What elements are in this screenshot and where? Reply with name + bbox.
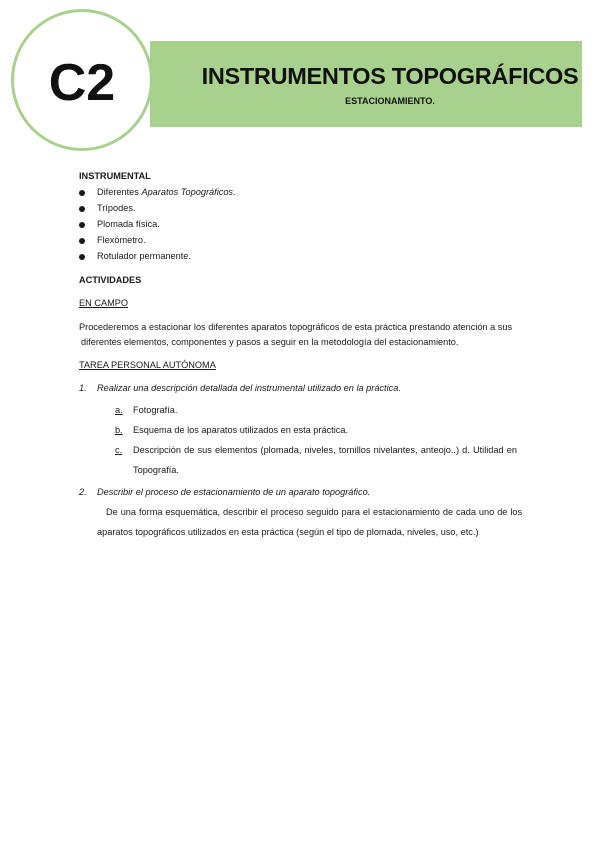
list-item-text: Diferentes <box>97 187 142 197</box>
list-item-text: Trípodes. <box>97 203 136 213</box>
bullet-icon <box>79 206 85 212</box>
bullet-icon <box>79 254 85 260</box>
task-number: 2. <box>79 487 87 497</box>
document-subtitle: ESTACIONAMIENTO. <box>345 96 435 106</box>
subitem-text: Descripción de sus elementos (plomada, niveles, tornillos nivelantes, anteojo..) d. Utilidad en <box>133 445 517 455</box>
list-item-text: Plomada física. <box>97 219 160 229</box>
bullet-icon <box>79 190 85 196</box>
task-paragraph-line2: aparatos topográficos utilizados en esta práctica (según el tipo de plomada, niveles, uso, etc.) <box>97 527 479 537</box>
subitem-letter: a. <box>115 405 123 415</box>
subitem-letter: b. <box>115 425 123 435</box>
instrumental-heading: INSTRUMENTAL <box>79 171 151 181</box>
list-item-italic: Aparatos Topográficos <box>141 187 234 197</box>
bullet-icon <box>79 238 85 244</box>
subitem-continuation: Topografía. <box>133 465 179 475</box>
bullet-icon <box>79 222 85 228</box>
en-campo-paragraph-line1: Procederemos a estacionar los diferentes aparatos topográficos de esta práctica prestando atención a sus <box>79 322 513 332</box>
list-item-suffix: . <box>233 187 236 197</box>
task-text: Describir el proceso de estacionamiento de un aparato topográfico. <box>97 487 371 497</box>
document-title: INSTRUMENTOS TOPOGRÁFICOS <box>201 63 579 89</box>
chapter-label: C2 <box>48 54 116 112</box>
en-campo-paragraph-line2: diferentes elementos, componentes y pasos a seguir en la metodología del estacionamiento. <box>81 337 459 347</box>
actividades-heading: ACTIVIDADES <box>79 275 142 285</box>
task-paragraph-line1: De una forma esquemática, describir el proceso seguido para el estacionamiento de cada uno de los <box>106 507 523 517</box>
chapter-badge <box>11 9 153 151</box>
subitem-text: Fotografía. <box>133 405 178 415</box>
task-text: Realizar una descripción detallada del instrumental utilizado en la práctica. <box>97 383 401 393</box>
task-number: 1. <box>79 383 87 393</box>
tarea-heading: TAREA PERSONAL AUTÓNOMA <box>79 360 216 370</box>
subitem-text: Esquema de los aparatos utilizados en esta práctica. <box>133 425 349 435</box>
list-item-text: Rotulador permanente. <box>97 251 191 261</box>
list-item-text: Flexómetro. <box>97 235 146 245</box>
header-band <box>150 41 582 127</box>
en-campo-heading: EN CAMPO <box>79 298 129 308</box>
subitem-letter: c. <box>115 445 123 455</box>
